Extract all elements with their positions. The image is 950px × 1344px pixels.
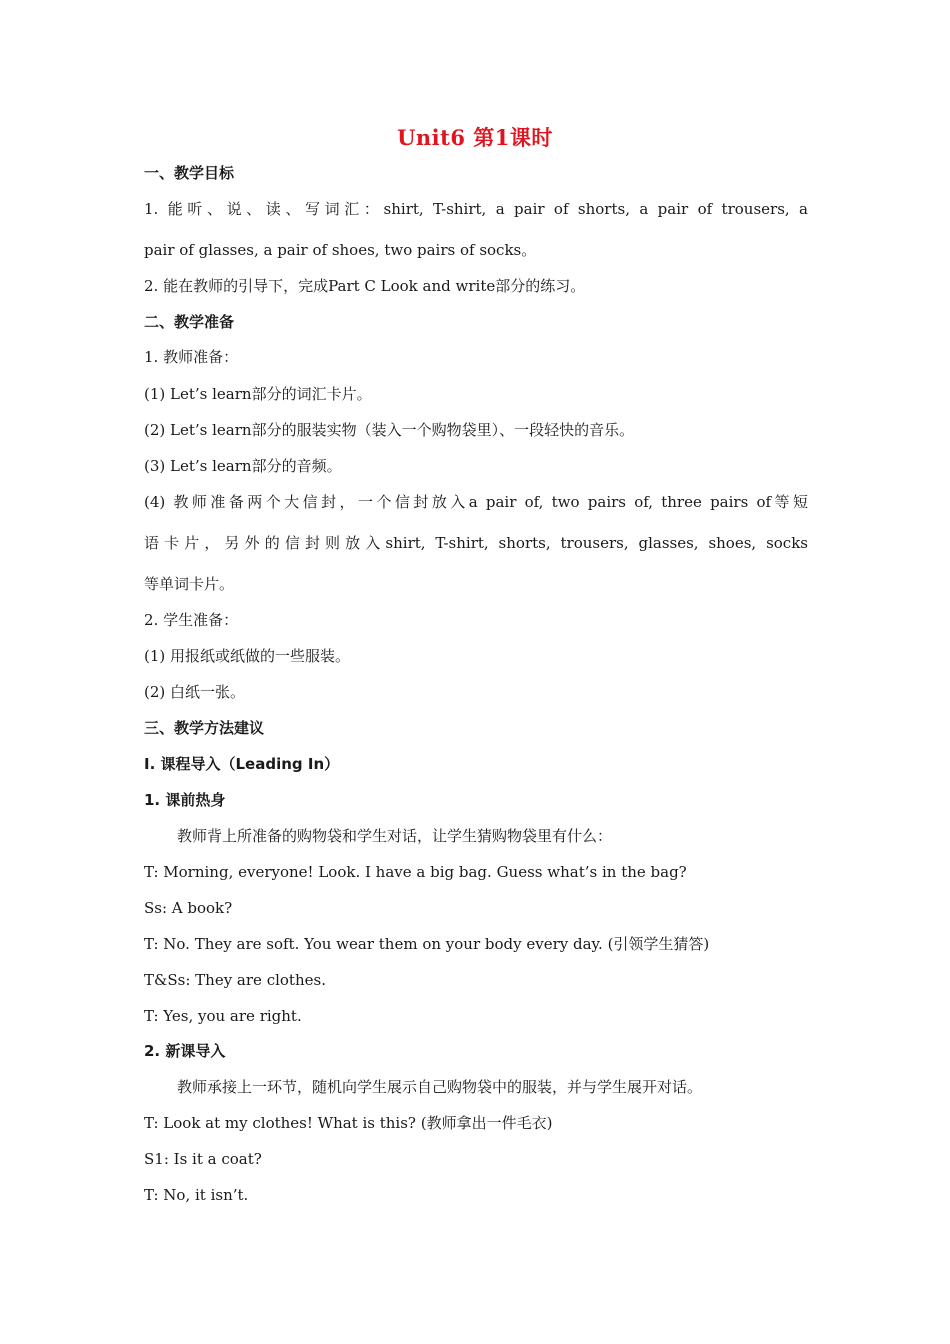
subsection-heading-leading-in: I. 课程导入（Leading In） [144, 755, 340, 773]
body-line: (1) Let’s learn部分的词汇卡片。 [144, 385, 372, 403]
dialogue-line: T: No. They are soft. You wear them on your body every day. (引领学生猜答) [144, 935, 710, 953]
dialogue-line: Ss: A book? [144, 899, 233, 917]
dialogue-line: T: Yes, you are right. [144, 1007, 302, 1025]
body-line: (3) Let’s learn部分的音频。 [144, 457, 342, 475]
section-heading-preparation: 二、教学准备 [144, 313, 235, 331]
dialogue-line: T&Ss: They are clothes. [144, 971, 326, 989]
body-line: (4) 教师准备两个大信封，一个信封放入a pair of, two pairs of, three pairs of等短 [144, 493, 808, 511]
page-title: Unit6 第1课时 [397, 125, 553, 150]
dialogue-line: T: No, it isn’t. [144, 1186, 249, 1204]
body-paragraph: 教师背上所准备的购物袋和学生对话，让学生猜购物袋里有什么： [177, 827, 613, 845]
body-line: 1. 教师准备： [144, 348, 239, 366]
body-line: (1) 用报纸或纸做的一些服装。 [144, 647, 351, 665]
dialogue-line: T: Look at my clothes! What is this? (教师拿出一件毛衣) [144, 1114, 553, 1132]
body-line: (2) Let’s learn部分的服装实物（装入一个购物袋里）、一段轻快的音乐。 [144, 421, 635, 439]
section-heading-methods: 三、教学方法建议 [144, 719, 265, 737]
body-line: 2. 学生准备： [144, 611, 239, 629]
subsection-heading-warm-up: 1. 课前热身 [144, 791, 226, 809]
body-line: 1. 能听、说、读、写词汇：shirt, T-shirt, a pair of shorts, a pair of trousers, a [144, 200, 808, 218]
dialogue-line: S1: Is it a coat? [144, 1150, 262, 1168]
body-line: 2. 能在教师的引导下，完成Part C Look and write部分的练习。 [144, 277, 586, 295]
dialogue-line: T: Morning, everyone! Look. I have a big bag. Guess what’s in the bag? [144, 863, 687, 881]
section-heading-objectives: 一、教学目标 [144, 164, 235, 182]
body-paragraph: 教师承接上一环节，随机向学生展示自己购物袋中的服装，并与学生展开对话。 [177, 1078, 703, 1096]
body-line: 等单词卡片。 [144, 575, 235, 593]
body-line: (2) 白纸一张。 [144, 683, 246, 701]
body-line: 语卡片，另外的信封则放入shirt, T-shirt, shorts, trousers, glasses, shoes, socks [144, 534, 808, 552]
subsection-heading-new-lesson: 2. 新课导入 [144, 1042, 226, 1060]
body-line: pair of glasses, a pair of shoes, two pairs of socks。 [144, 241, 537, 259]
